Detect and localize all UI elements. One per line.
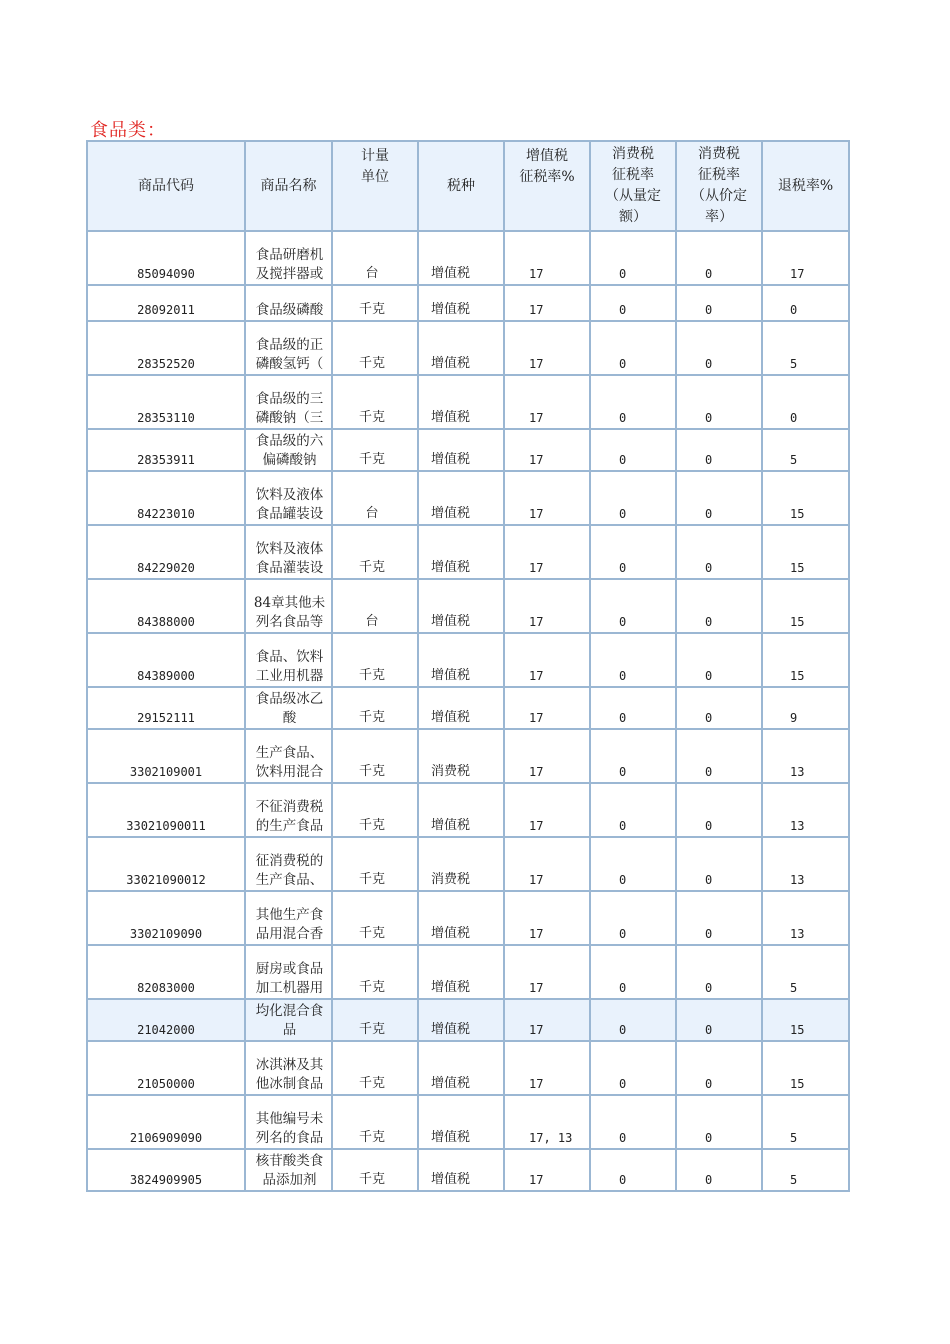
cell-vat-rate: 17, 13	[504, 1095, 590, 1149]
cell-tax-type: 增值税	[418, 999, 504, 1041]
cell-tax-type: 增值税	[418, 429, 504, 471]
cell-tax-type: 增值税	[418, 891, 504, 945]
cell-refund-rate: 5	[762, 945, 849, 999]
header-consumption-value-rate: 消费税 征税率 （从价定 率）	[676, 141, 762, 231]
cell-name: 征消费税的生产食品、	[245, 837, 332, 891]
cell-consumption-value-rate: 0	[676, 891, 762, 945]
cell-code: 29152111	[87, 687, 245, 729]
cell-vat-rate: 17	[504, 687, 590, 729]
cell-code: 21042000	[87, 999, 245, 1041]
cell-refund-rate: 5	[762, 429, 849, 471]
cell-unit: 千克	[332, 1041, 418, 1095]
cell-tax-type: 增值税	[418, 1041, 504, 1095]
cell-code: 28353911	[87, 429, 245, 471]
cell-name: 饮料及液体食品罐装设	[245, 471, 332, 525]
cell-consumption-qty-rate: 0	[590, 525, 676, 579]
cell-unit: 千克	[332, 429, 418, 471]
table-row	[87, 1095, 849, 1149]
cell-name: 食品级冰乙酸	[245, 687, 332, 729]
cell-name: 其他生产食品用混合香	[245, 891, 332, 945]
cell-consumption-value-rate: 0	[676, 729, 762, 783]
cell-refund-rate: 13	[762, 729, 849, 783]
cell-vat-rate: 17	[504, 633, 590, 687]
cell-consumption-value-rate: 0	[676, 687, 762, 729]
table-row	[87, 231, 849, 285]
cell-unit: 千克	[332, 633, 418, 687]
cell-refund-rate: 13	[762, 891, 849, 945]
cell-refund-rate: 5	[762, 1095, 849, 1149]
cell-consumption-qty-rate: 0	[590, 633, 676, 687]
cell-consumption-qty-rate: 0	[590, 579, 676, 633]
cell-name: 冰淇淋及其他冰制食品	[245, 1041, 332, 1095]
cell-tax-type: 消费税	[418, 837, 504, 891]
cell-tax-type: 增值税	[418, 579, 504, 633]
cell-name: 食品研磨机及搅拌器或	[245, 231, 332, 285]
cell-consumption-value-rate: 0	[676, 945, 762, 999]
cell-vat-rate: 17	[504, 471, 590, 525]
cell-consumption-qty-rate: 0	[590, 231, 676, 285]
cell-code: 3302109090	[87, 891, 245, 945]
cell-unit: 千克	[332, 999, 418, 1041]
cell-code: 33021090011	[87, 783, 245, 837]
cell-refund-rate: 15	[762, 525, 849, 579]
cell-refund-rate: 5	[762, 321, 849, 375]
cell-consumption-value-rate: 0	[676, 231, 762, 285]
table-row	[87, 687, 849, 729]
cell-consumption-qty-rate: 0	[590, 945, 676, 999]
cell-code: 28352520	[87, 321, 245, 375]
cell-unit: 千克	[332, 1149, 418, 1191]
table-row	[87, 429, 849, 471]
tax-rate-table	[86, 140, 850, 1192]
cell-consumption-qty-rate: 0	[590, 429, 676, 471]
cell-tax-type: 消费税	[418, 729, 504, 783]
cell-consumption-value-rate: 0	[676, 999, 762, 1041]
cell-consumption-value-rate: 0	[676, 837, 762, 891]
cell-consumption-value-rate: 0	[676, 471, 762, 525]
cell-code: 33021090012	[87, 837, 245, 891]
cell-code: 84229020	[87, 525, 245, 579]
cell-refund-rate: 15	[762, 1041, 849, 1095]
cell-code: 82083000	[87, 945, 245, 999]
cell-vat-rate: 17	[504, 231, 590, 285]
header-vat-rate: 增值税 征税率%	[504, 141, 590, 231]
table-row	[87, 837, 849, 891]
cell-code: 84223010	[87, 471, 245, 525]
cell-tax-type: 增值税	[418, 471, 504, 525]
cell-consumption-value-rate: 0	[676, 633, 762, 687]
cell-unit: 千克	[332, 783, 418, 837]
cell-unit: 千克	[332, 837, 418, 891]
cell-vat-rate: 17	[504, 1041, 590, 1095]
cell-refund-rate: 13	[762, 783, 849, 837]
cell-name: 生产食品、饮料用混合	[245, 729, 332, 783]
table-row	[87, 999, 849, 1041]
header-consumption-qty-rate: 消费税 征税率 （从量定 额）	[590, 141, 676, 231]
cell-unit: 台	[332, 579, 418, 633]
table-row	[87, 891, 849, 945]
cell-unit: 台	[332, 471, 418, 525]
cell-consumption-value-rate: 0	[676, 1041, 762, 1095]
cell-refund-rate: 0	[762, 375, 849, 429]
cell-vat-rate: 17	[504, 375, 590, 429]
cell-vat-rate: 17	[504, 429, 590, 471]
cell-code: 28353110	[87, 375, 245, 429]
cell-vat-rate: 17	[504, 783, 590, 837]
table-row	[87, 1149, 849, 1191]
cell-name: 食品级磷酸	[245, 285, 332, 321]
cell-consumption-value-rate: 0	[676, 1095, 762, 1149]
cell-tax-type: 增值税	[418, 945, 504, 999]
cell-tax-type: 增值税	[418, 321, 504, 375]
cell-code: 3824909905	[87, 1149, 245, 1191]
cell-tax-type: 增值税	[418, 783, 504, 837]
cell-unit: 千克	[332, 321, 418, 375]
cell-consumption-value-rate: 0	[676, 321, 762, 375]
cell-name: 84章其他未列名食品等	[245, 579, 332, 633]
cell-consumption-qty-rate: 0	[590, 321, 676, 375]
table-row	[87, 1041, 849, 1095]
cell-consumption-qty-rate: 0	[590, 687, 676, 729]
cell-unit: 千克	[332, 945, 418, 999]
cell-consumption-qty-rate: 0	[590, 891, 676, 945]
cell-consumption-qty-rate: 0	[590, 375, 676, 429]
table-row	[87, 633, 849, 687]
cell-consumption-qty-rate: 0	[590, 471, 676, 525]
cell-unit: 千克	[332, 375, 418, 429]
cell-code: 3302109001	[87, 729, 245, 783]
header-name: 商品名称	[245, 141, 332, 231]
cell-name: 厨房或食品加工机器用	[245, 945, 332, 999]
cell-name: 其他编号未列名的食品	[245, 1095, 332, 1149]
cell-consumption-qty-rate: 0	[590, 729, 676, 783]
cell-tax-type: 增值税	[418, 633, 504, 687]
cell-unit: 千克	[332, 891, 418, 945]
cell-tax-type: 增值税	[418, 1149, 504, 1191]
cell-name: 均化混合食品	[245, 999, 332, 1041]
cell-consumption-value-rate: 0	[676, 1149, 762, 1191]
cell-vat-rate: 17	[504, 1149, 590, 1191]
table-row	[87, 945, 849, 999]
cell-name: 食品级的正磷酸氢钙（	[245, 321, 332, 375]
cell-vat-rate: 17	[504, 321, 590, 375]
cell-refund-rate: 9	[762, 687, 849, 729]
cell-consumption-value-rate: 0	[676, 429, 762, 471]
header-refund-rate: 退税率%	[762, 141, 849, 231]
cell-code: 85094090	[87, 231, 245, 285]
cell-refund-rate: 15	[762, 579, 849, 633]
cell-consumption-qty-rate: 0	[590, 999, 676, 1041]
cell-tax-type: 增值税	[418, 231, 504, 285]
cell-refund-rate: 0	[762, 285, 849, 321]
cell-unit: 千克	[332, 525, 418, 579]
cell-vat-rate: 17	[504, 837, 590, 891]
cell-vat-rate: 17	[504, 729, 590, 783]
header-unit: 计量 单位	[332, 141, 418, 231]
cell-code: 2106909090	[87, 1095, 245, 1149]
header-code: 商品代码	[87, 141, 245, 231]
cell-tax-type: 增值税	[418, 1095, 504, 1149]
table-row	[87, 579, 849, 633]
table-row	[87, 375, 849, 429]
cell-consumption-qty-rate: 0	[590, 1095, 676, 1149]
section-title: 食品类：	[90, 120, 166, 141]
cell-consumption-qty-rate: 0	[590, 285, 676, 321]
cell-refund-rate: 13	[762, 837, 849, 891]
cell-vat-rate: 17	[504, 891, 590, 945]
table-row	[87, 285, 849, 321]
cell-name: 核苷酸类食品添加剂	[245, 1149, 332, 1191]
table-row	[87, 321, 849, 375]
cell-refund-rate: 17	[762, 231, 849, 285]
cell-unit: 千克	[332, 285, 418, 321]
cell-tax-type: 增值税	[418, 285, 504, 321]
cell-consumption-qty-rate: 0	[590, 1041, 676, 1095]
cell-refund-rate: 15	[762, 471, 849, 525]
cell-refund-rate: 5	[762, 1149, 849, 1191]
cell-name: 不征消费税的生产食品	[245, 783, 332, 837]
cell-refund-rate: 15	[762, 999, 849, 1041]
cell-consumption-value-rate: 0	[676, 375, 762, 429]
cell-name: 食品、饮料工业用机器	[245, 633, 332, 687]
cell-unit: 千克	[332, 687, 418, 729]
header-row	[87, 141, 849, 231]
cell-unit: 千克	[332, 729, 418, 783]
table-row	[87, 783, 849, 837]
table-row	[87, 525, 849, 579]
cell-code: 28092011	[87, 285, 245, 321]
cell-vat-rate: 17	[504, 579, 590, 633]
cell-unit: 台	[332, 231, 418, 285]
cell-name: 饮料及液体食品灌装设	[245, 525, 332, 579]
cell-name: 食品级的三磷酸钠（三	[245, 375, 332, 429]
cell-code: 21050000	[87, 1041, 245, 1095]
cell-code: 84388000	[87, 579, 245, 633]
cell-tax-type: 增值税	[418, 687, 504, 729]
cell-consumption-qty-rate: 0	[590, 837, 676, 891]
cell-consumption-value-rate: 0	[676, 579, 762, 633]
cell-consumption-qty-rate: 0	[590, 783, 676, 837]
cell-vat-rate: 17	[504, 999, 590, 1041]
cell-consumption-value-rate: 0	[676, 285, 762, 321]
header-tax-type: 税种	[418, 141, 504, 231]
cell-consumption-value-rate: 0	[676, 525, 762, 579]
cell-unit: 千克	[332, 1095, 418, 1149]
cell-tax-type: 增值税	[418, 375, 504, 429]
cell-name: 食品级的六偏磷酸钠	[245, 429, 332, 471]
cell-vat-rate: 17	[504, 525, 590, 579]
cell-consumption-qty-rate: 0	[590, 1149, 676, 1191]
cell-refund-rate: 15	[762, 633, 849, 687]
cell-tax-type: 增值税	[418, 525, 504, 579]
cell-vat-rate: 17	[504, 285, 590, 321]
table-row	[87, 471, 849, 525]
cell-vat-rate: 17	[504, 945, 590, 999]
cell-code: 84389000	[87, 633, 245, 687]
table-row	[87, 729, 849, 783]
cell-consumption-value-rate: 0	[676, 783, 762, 837]
